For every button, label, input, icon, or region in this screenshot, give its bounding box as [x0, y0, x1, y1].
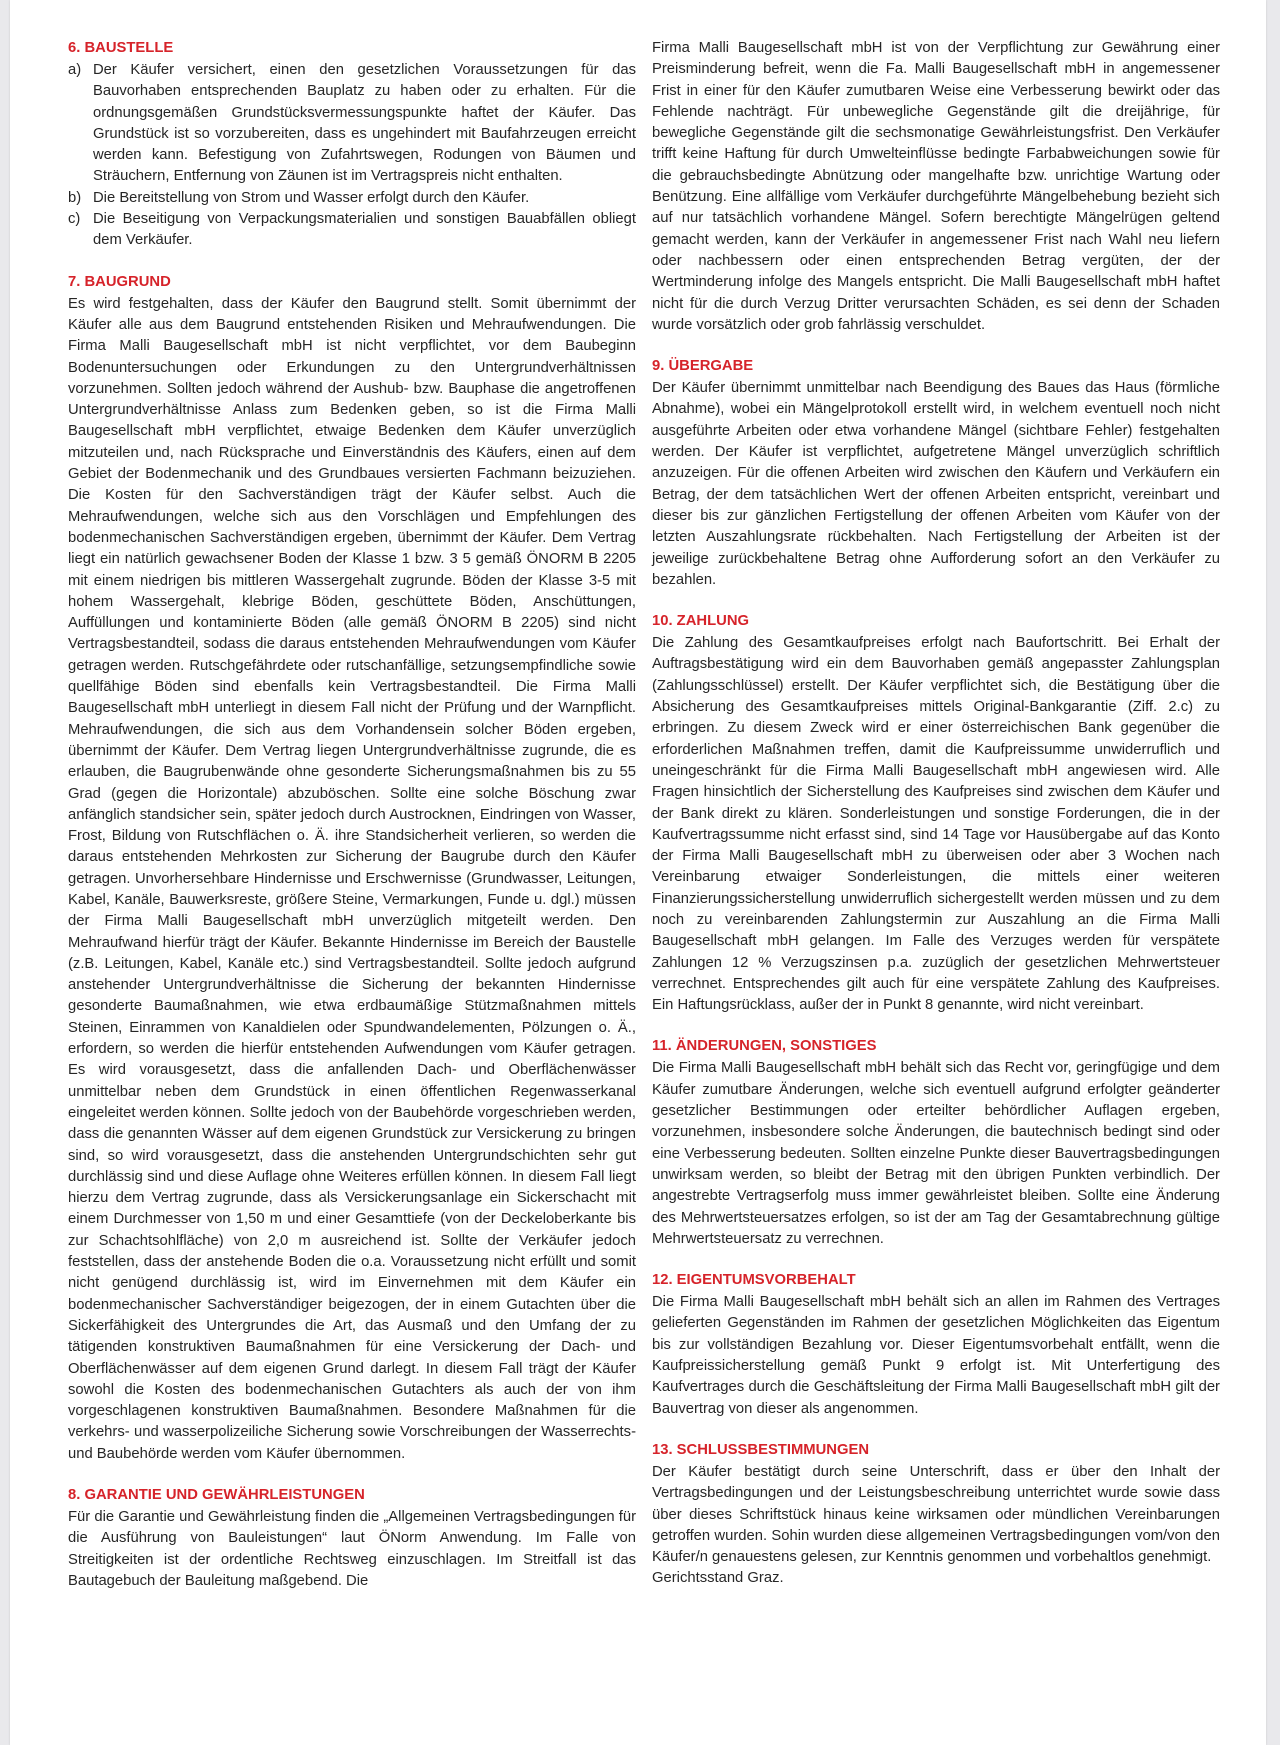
list-item-text: Die Bereitstellung von Strom und Wasser erfolgt durch den Käufer. — [93, 189, 530, 206]
section-garantie-continued — [652, 38, 1220, 336]
section-schlussbestimmungen — [652, 1440, 1220, 1590]
section-paragraph: Die Zahlung des Gesamtkaufpreises erfolgt nach Baufortschritt. Bei Erhalt der Auftragsbestätigung wird ein dem Bauvorhaben gemäß angepasster Zahlungsplan (Zahlungsschlüssel) erstellt. Der Käufer verpflichtet sich, die Bestätigung über die Absicherung des Gesamtkaufpreises mittels Original-Bankgarantie (Ziff. 2.c) zu erbringen. Zu diesem Zweck wird er einer österreichischen Bank gegenüber die erforderlichen Maßnahmen treffen, damit die Kaufpreissumme unwiderruflich und uneingeschränkt für die Firma Malli Baugesellschaft mbH angewiesen wird. Alle Fragen hinsichtlich der Sicherstellung des Kaufpreises sind zwischen dem Käufer und der Bank direkt zu klären. Sonderleistungen und sonstige Forderungen, die in der Kaufvertragssumme nicht erfasst sind, sind 14 Tage vor Hausübergabe auf das Konto der Firma Malli Baugesellschaft mbH zu überweisen oder aber 3 Wochen nach Vereinbarung etwaiger Sonderleistungen, die mittels einer weiteren Finanzierungssicherstellung unwiderruflich sichergestellt werden müssen und zu dem noch zu vereinbarenden Zahlungstermin zur Auszahlung an die Firma Malli Baugesellschaft mbH gelangen. Im Falle des Verzuges werden für verspätete Zahlungen 12 % Verzugszinsen p.a. zuzüglich der gesetzlichen Mehrwertsteuer verrechnet. Entsprechendes gilt auch für eine verspätete Zahlung des Kaufpreises. Ein Haftungsrücklass, außer der in Punkt 8 genannte, wird nicht vereinbart. — [652, 635, 1220, 1014]
list-item-label: c) — [68, 211, 81, 228]
list-item-text: Der Käufer versichert, einen den gesetzlichen Voraussetzungen für das Bauvorhaben entsprechenden Bauplatz zu haben oder zu erhalten. Für die ordnungsgemäßen Grundstücksvermessungspunkte haftet der Käufer. Das Grundstück ist so vorzubereiten, dass es ungehindert mit Baufahrzeugen erreicht werden kann. Befestigung von Zufahrtswegen, Rodungen von Bäumen und Sträuchern, Entfernung von Zäunen ist im Vertragspreis nicht enthalten. — [93, 62, 636, 185]
section-paragraph: Firma Malli Baugesellschaft mbH ist von der Verpflichtung zur Gewährung einer Preisminderung befreit, wenn die Fa. Malli Baugesellschaft mbH in angemessener Frist in einer für den Käufer zumutbaren Weise eine Verbesserung bewirkt oder das Fehlende nachträgt. Für unbewegliche Gegenstände gilt die dreijährige, für bewegliche Gegenstände gilt die sechsmonatige Gewährleistungsfrist. Den Verkäufer trifft keine Haftung für durch Umwelteinflüsse bedingte Farbabweichungen sowie für die gebrauchsbedingte Abnützung oder mangelhafte bzw. unrichtige Wartung oder Benützung. Eine allfällige vom Verkäufer durchgeführte Mängelbehebung bezieht sich auf nur tatsächlich vorhandene Mängel. Sofern berechtigte Mängelrügen geltend gemacht werden, kann der Verkäufer in angemessener Frist nach Wahl neu liefern oder nachbessern oder einen entsprechenden Betrag vergüten, der der Wertminderung infolge des Mangels entspricht. Die Malli Baugesellschaft mbH haftet nicht für die durch Verzug Dritter verursachten Schäden, es sei denn der Schaden wurde vorsätzlich oder grob fahrlässig verschuldet. — [652, 40, 1220, 333]
list-item — [68, 60, 636, 188]
left-column — [68, 38, 636, 1612]
section-heading: 9. ÜBERGABE — [652, 358, 754, 375]
section-paragraph: Die Firma Malli Baugesellschaft mbH behält sich das Recht vor, geringfügige und dem Käufer zumutbare Änderungen, welche sich eventuell aufgrund erfolgter geänderter gesetzlicher Bestimmungen oder erteilter behördlicher Auflagen ergeben, vorzunehmen, insbesondere solche Änderungen, die bautechnisch bedingt sind oder eine Verbesserung bedeuten. Sollten einzelne Punkte dieser Bauvertragsbedingungen unwirksam werden, so bleibt der Betrag mit den übrigen Punkten verbindlich. Der angestrebte Vertragserfolg muss immer gewährleistet bleiben. Sollte eine Änderung des Mehrwertsteuersatzes erfolgen, so ist der am Tag der Gesamtabrechnung gültige Mehrwertsteuersatz zu verrechnen. — [652, 1060, 1220, 1247]
jurisdiction-line: Gerichtsstand Graz. — [652, 1570, 784, 1587]
list-item — [68, 188, 636, 209]
section-heading: 13. SCHLUSSBESTIMMUNGEN — [652, 1441, 870, 1458]
document-page — [10, 0, 1266, 1745]
section-garantie — [68, 1485, 636, 1592]
section-paragraph: Für die Garantie und Gewährleistung finden die „Allgemeinen Vertragsbedingungen für die Ausführung von Bauleistungen“ laut ÖNorm Anwendung. Im Falle von Streitigkeiten ist der ordentliche Rechtsweg einzuschlagen. Im Streitfall ist das Bautagebuch der Bauleitung maßgebend. Die — [68, 1509, 636, 1589]
section-eigentumsvorbehalt — [652, 1270, 1220, 1420]
section-paragraph: Der Käufer bestätigt durch seine Unterschrift, dass er über den Inhalt der Vertragsbedingungen und der Leistungsbeschreibung unterrichtet wurde sowie dass über dieses Schriftstück hinaus keine wirksamen oder mündlichen Vereinbarungen getroffen wurden. Sohin wurden diese allgemeinen Vertragsbedingungen vom/von den Käufer/n genauestens gelesen, zur Kenntnis genommen und vorbehaltlos genehmigt. — [652, 1463, 1220, 1566]
section-baustelle — [68, 38, 636, 252]
list-item — [68, 209, 636, 252]
section-baugrund — [68, 272, 636, 1465]
section-heading: 7. BAUGRUND — [68, 273, 171, 290]
section-heading: 11. ÄNDERUNGEN, SONSTIGES — [652, 1038, 877, 1055]
right-column — [652, 38, 1220, 1610]
list-item-label: a) — [68, 62, 82, 78]
section-heading: 10. ZAHLUNG — [652, 613, 750, 630]
section-paragraph: Es wird festgehalten, dass der Käufer den Baugrund stellt. Somit übernimmt der Käufer alle aus dem Baugrund entstehenden Risiken und Mehraufwendungen. Die Firma Malli Baugesellschaft mbH ist nicht verpflichtet, vor dem Baubeginn Bodenuntersuchungen oder Erkundungen zu den Untergrundverhältnissen vorzunehmen. Sollten jedoch während der Aushub- bzw. Bauphase die angetroffenen Untergrundverhältnisse Anlass zum Bedenken geben, so ist die Firma Malli Baugesellschaft mbH verpflichtet, etwaige Bedenken dem Käufer unverzüglich mitzuteilen und, nach Rücksprache und Einverständnis des Käufers, einen auf dem Gebiet der Bodenmechanik und des Grundbaues versierten Fachmann beizuziehen. Die Kosten für den Sachverständigen trägt der Käufer selbst. Auch die Mehraufwendungen, welche sich aus den Vorschlägen und Empfehlungen des bodenmechanischen Sachverständigen ergeben, übernimmt der Käufer. Dem Vertrag liegt ein natürlich gewachsener Boden der Klasse 1 bzw. 3 5 gemäß ÖNORM B 2205 mit einem niedrigen bis mittleren Wassergehalt zugrunde. Böden der Klasse 3-5 mit hohem Wassergehalt, klebrige Böden, geschüttete Böden, Anschüttungen, Auffüllungen und kontaminierte Böden (alle gemäß ÖNORM B 2205) sind nicht Vertragsbestandteil, sodass die daraus entstehenden Mehraufwendungen vom Käufer getragen werden. Rutschgefährdete oder rutschanfällige, setzungsempfindliche sowie quellfähige Böden sind ebenfalls kein Vertragsbestandteil. Die Firma Malli Baugesellschaft mbH unterliegt in diesem Fall nicht der Prüfung und der Warnpflicht. Mehraufwendungen, die sich aus dem Vorhandensein solcher Böden ergeben, übernimmt der Käufer. Dem Vertrag liegen Untergrundverhältnisse zugrunde, die es erlauben, die Baugrubenwände ohne gesonderte Sicherungsmaßnahmen bis zu 55 Grad (gegen die Horizontale) abzuböschen. Sollte eine solche Böschung zwar anfänglich standsicher sein, später jedoch durch Austrocknen, Eindringen von Wasser, Frost, Bildung von Rutschflächen o. Ä. ihre Standsicherheit verlieren, so werden die daraus entstehenden Mehrkosten zur Sicherung der Baugrube durch den Käufer getragen. Unvorhersehbare Hindernisse und Erschwernisse (Grundwasser, Leitungen, Kabel, Kanäle, Bauwerksreste, größere Steine, Vermarkungen, Funde u. dgl.) müssen der Firma Malli Baugesellschaft mbH unverzüglich mitgeteilt werden. Den Mehraufwand hierfür trägt der Käufer. Bekannte Hindernisse im Bereich der Baustelle (z.B. Leitungen, Kabel, Kanäle etc.) sind Vertragsbestandteil. Sollte jedoch aufgrund anstehender Untergrundverhältnisse die Sicherung der bekannten Hindernisse gesonderte Baumaßnahmen, wie etwa erdbaumäßige Stützmaßnahmen mittels Steinen, Einrammen von Kanaldielen oder Spundwandelementen, Pölzungen o. Ä., erfordern, so werden die hierfür entstehenden Aufwendungen vom Käufer getragen. Es wird vorausgesetzt, dass die anfallenden Dach- und Oberflächenwässer unmittelbar neben dem Grundstück in einen öffentlichen Regenwasserkanal eingeleitet werden können. Sollte jedoch von der Baubehörde vorgeschrieben werden, dass die genannten Wässer auf dem eigenen Grundstück zur Versickerung zu bringen sind, so wird vorausgesetzt, dass die anstehenden Untergrundschichten sehr gut durchlässig sind und diese Auflage ohne Weiteres erfüllen können. In diesem Fall liegt hierzu dem Vertrag zugrunde, dass als Versickerungsanlage ein Sickerschacht mit einem Durchmesser von 1,50 m und einer Gesamttiefe (von der Deckeloberkante bis zur Schachtsohlfläche) von 2,0 m ausreichend ist. Sollte der Verkäufer jedoch feststellen, dass der anstehende Boden die o.a. Voraussetzung nicht erfüllt und somit nicht genügend durchlässig ist, wird im Einvernehmen mit dem Käufer ein bodenmechanischer Sachverständiger beigezogen, der in einem Gutachten über die Sickerfähigkeit des Untergrundes die Art, das Ausmaß und den Umfang der zu tätigenden konstruktiven Baumaßnahmen für eine Versickerung der Dach- und Oberflächenwässer auf dem eigenen Grund darlegt. In diesem Fall trägt der Käufer sowohl die Kosten des bodenmechanischen Gutachters als auch der von ihm vorgeschlagenen konstruktiven Baumaßnahmen. Besondere Maßnahmen für die verkehrs- und wasserpolizeiliche Sicherung sowie Vorschreibungen der Wasserrechts- und Baubehörde werden vom Käufer übernommen. — [68, 295, 636, 1462]
section-heading: 6. BAUSTELLE — [68, 40, 174, 56]
section-aenderungen — [652, 1036, 1220, 1250]
section-paragraph: Die Firma Malli Baugesellschaft mbH behält sich an allen im Rahmen des Vertrages gelieferten Gegenständen im Rahmen der gesetzlichen Möglichkeiten das Eigentum bis zur vollständigen Bezahlung vor. Dieser Eigentumsvorbehalt entfällt, wenn die Kaufpreissicherstellung gemäß Punkt 9 erfolgt ist. Mit Unterfertigung des Kaufvertrages durch die Geschäftsleitung der Firma Malli Baugesellschaft mbH gilt der Bauvertrag von dieser als angenommen. — [652, 1294, 1220, 1417]
section-paragraph: Der Käufer übernimmt unmittelbar nach Beendigung des Baues das Haus (förmliche Abnahme), wobei ein Mängelprotokoll erstellt wird, in welchem eventuell noch nicht ausgeführte Arbeiten oder etwa vorhandene Mängel (sichtbare Fehler) festgehalten werden. Der Käufer ist verpflichtet, aufgetretene Mängel unverzüglich schriftlich anzuzeigen. Für die offenen Arbeiten wird zwischen den Käufern und Verkäufern ein Betrag, der dem tatsächlichen Wert der offenen Arbeiten entspricht, vereinbart und dieser bis zur gänzlichen Fertigstellung der offenen Arbeiten vom Käufer von der letzten Auszahlungsrate rückbehalten. Nach Fertigstellung der Arbeiten ist der jeweilige zurückbehaltene Betrag ohne Aufforderung sofort an den Verkäufer zu bezahlen. — [652, 380, 1220, 588]
section-heading: 8. GARANTIE UND GEWÄHRLEISTUNGEN — [68, 1487, 365, 1503]
section-uebergabe — [652, 356, 1220, 591]
section-zahlung — [652, 611, 1220, 1016]
list-item-text: Die Beseitigung von Verpackungsmaterialien und sonstigen Bauabfällen obliegt dem Verkäufer. — [93, 211, 636, 249]
section-heading: 12. EIGENTUMSVORBEHALT — [652, 1272, 856, 1289]
list-item-label: b) — [68, 189, 82, 206]
